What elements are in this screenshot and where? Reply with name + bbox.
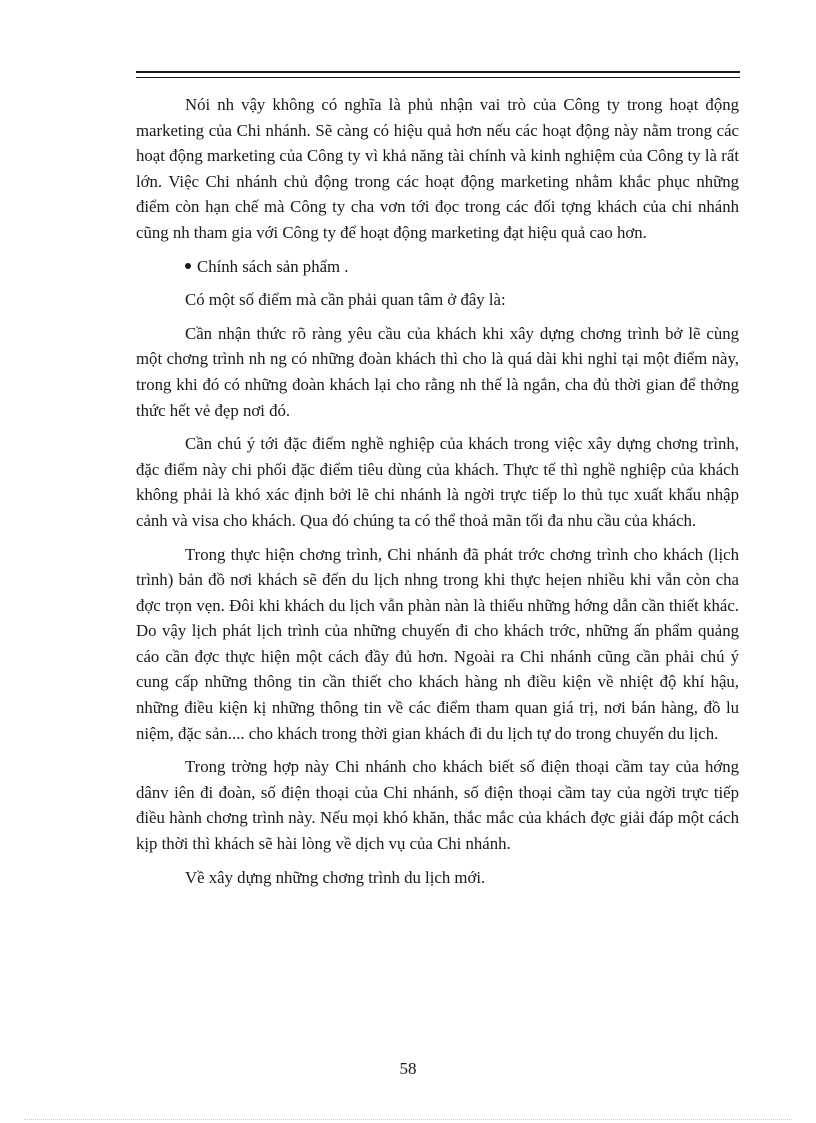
paragraph-customer-needs: Cần nhận thức rõ ràng yêu cầu của khách khi xây dựng chơng trình bở lẽ cùng một chơng trình nh ng có những đoàn khách thì cho là quá dài khi nghỉ tại một điểm này, trong khi đó có những đoàn khách lại cho rằng nh thế là ngắn, cha đủ thời gian để thởng thức hết vẻ đẹp nơi đó. [136,323,739,420]
paragraph-points-intro: Có một số điểm mà cần phải quan tâm ở đây là: [185,290,506,310]
page-body [136,92,739,898]
paragraph-occupation: Cần chú ý tới đặc điểm nghề nghiệp của khách trong việc xây dựng chơng trình, đặc điểm này chi phối đặc điểm tiêu dùng của khách. Thực tế thì nghề nghiệp của khách không phải là khó xác định bởi lẽ chi nhánh là ngời trực tiếp lo thủ tục xuất khẩu nhập cảnh và visa cho khách. Qua đó chúng ta có thể thoả mãn tối đa nhu cầu của khách. [136,434,739,530]
bullet-dot-icon [185,263,191,269]
footer-dotted-rule [24,1119,792,1120]
paragraph-new-programs: Về xây dựng những chơng trình du lịch mới. [185,867,486,887]
paragraph-marketing-role: Nói nh vậy không có nghĩa là phủ nhận vai trò của Công ty trong hoạt động marketing của Chi nhánh. Sẽ càng có hiệu quả hơn nếu các hoạt động này nằm trong các hoạt động marketing của Công ty vì khả năng tài chính và kinh nghiệm của Công ty là rất lớn. Việc Chi nhánh chủ động trong các hoạt động marketing nhằm khắc phục những điểm còn hạn chế mà Công ty cha vơn tới đọc trong các đối tợng khách của chi nhánh cũng nh tham gia với Công ty để hoạt động marketing đạt hiệu quả cao hơn. [136,95,739,242]
header-rule-thin [136,77,740,78]
bullet-product-policy [136,254,739,280]
paragraph-contact-info: Trong trờng hợp này Chi nhánh cho khách biết số điện thoại cầm tay của hớng dânv iên đi đoàn, số điện thoại của Chi nhánh, số điện thoại cầm tay của ngời trực tiếp điều hành chơng trình này. Nếu mọi khó khăn, thắc mắc của khách đợc giải đáp một cách kịp thời thì khách sẽ hài lòng về dịch vụ của Chi nhánh. [136,757,739,854]
header-rule-thick [136,71,740,73]
paragraph-program-execution: Trong thực hiện chơng trình, Chi nhánh đã phát trớc chơng trình cho khách (lịch trình) bản đồ nơi khách sẽ đến du lịch nhng trong khi thực heịen nhiều khi vẫn còn cha đợc trọn vẹn. Đôi khi khách du lịch vẫn phàn nàn là thiếu những hớng dẫn cần thiết khác. Do vậy lịch phát lịch trình của những chuyến đi cho khách trớc, những ấn phẩm quảng cáo cần đợc thực hiện một cách đầy đủ hơn. Ngoài ra Chi nhánh cũng cần phải chú ý cung cấp những thông tin cần thiết cho khách hàng nh điều kiện về nhiệt độ khí hậu, những điều kiện kị những thông tin về các điểm tham quan giá trị, nơi bán hàng, đồ lu niệm, đặc sản.... cho khách trong thời gian khách đi du lịch tự do trong chuyến du lịch. [136,544,739,743]
bullet-label: Chính sách sản phẩm . [197,256,349,276]
page-number: 58 [399,1059,417,1078]
